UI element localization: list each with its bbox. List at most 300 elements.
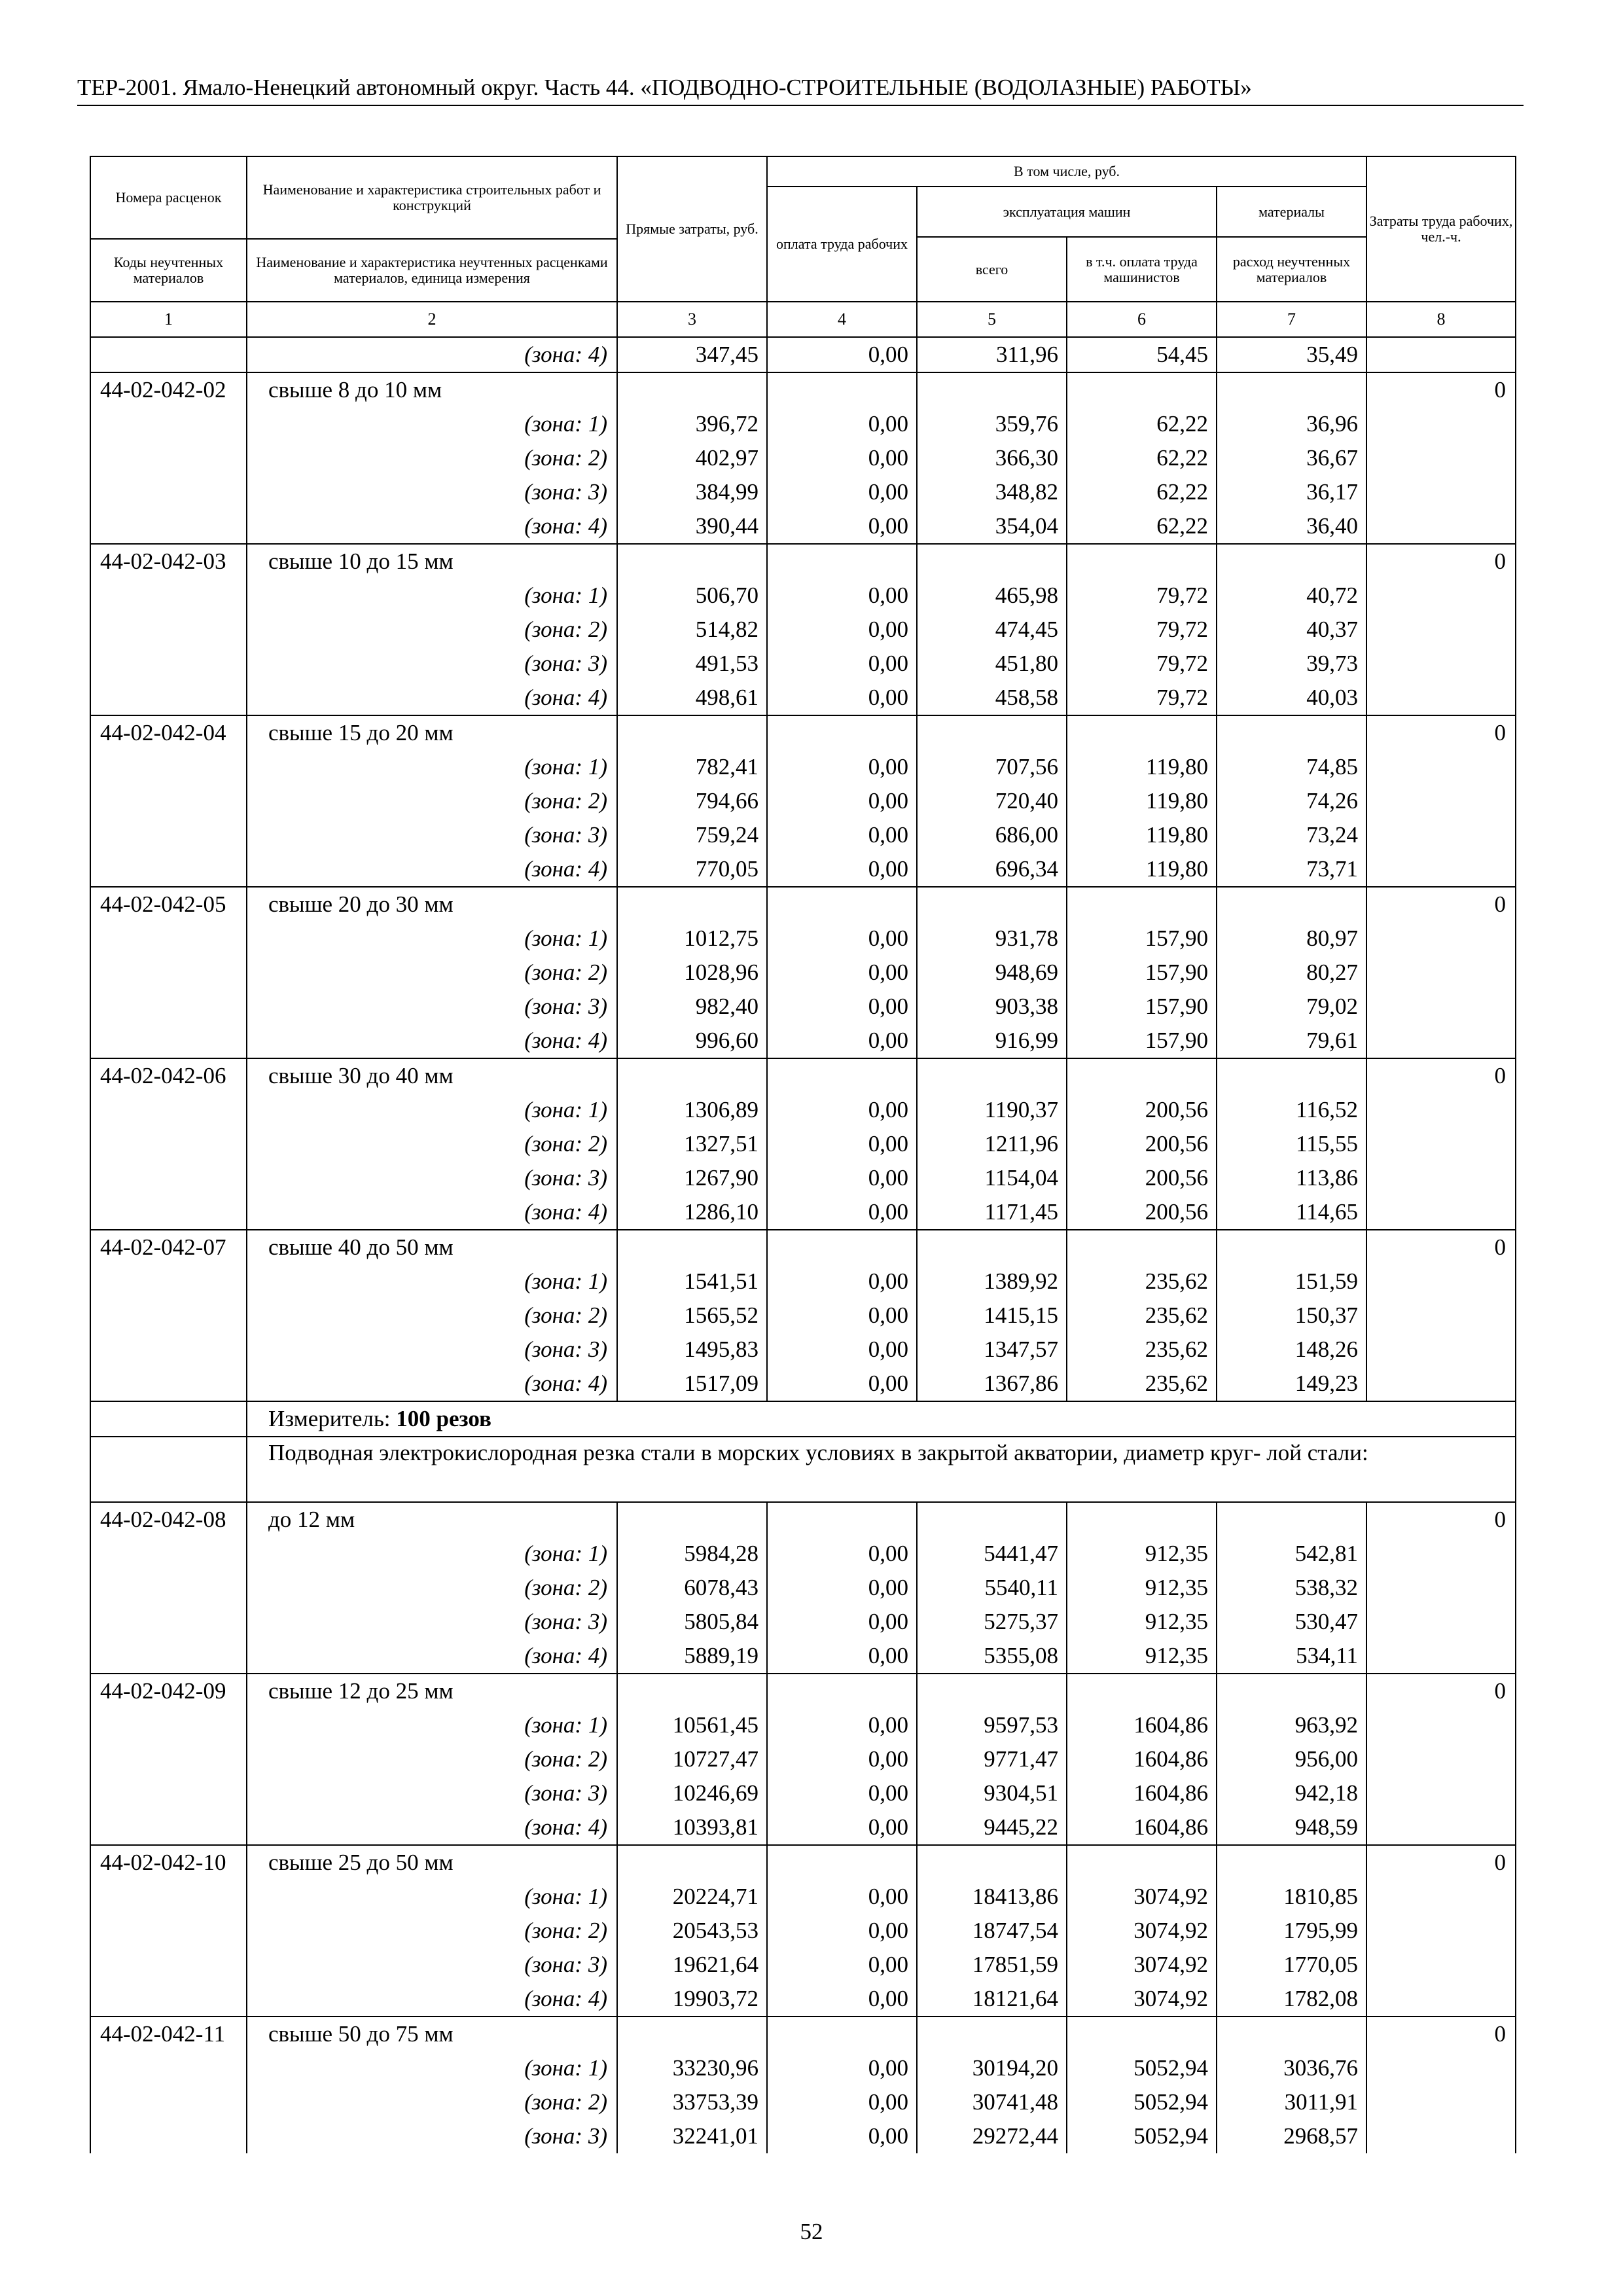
machine-total: 9597,53 — [917, 1708, 1067, 1742]
empty-cell — [1366, 1333, 1516, 1367]
direct-cost: 1495,83 — [617, 1333, 767, 1367]
empty-cell — [1366, 1982, 1516, 2017]
work-name: свыше 30 до 40 мм — [247, 1058, 617, 1093]
worker-wages: 0,00 — [767, 681, 917, 715]
zone-row — [90, 1161, 1516, 1195]
measure-unit — [247, 1401, 1516, 1437]
empty-cell — [1366, 1571, 1516, 1605]
rate-code: 44-02-042-08 — [90, 1502, 247, 1537]
direct-cost: 402,97 — [617, 441, 767, 475]
materials: 115,55 — [1217, 1127, 1366, 1161]
labor-cost: 0 — [1366, 544, 1516, 579]
empty-cell — [1366, 1605, 1516, 1639]
materials: 1795,99 — [1217, 1914, 1366, 1948]
materials: 3036,76 — [1217, 2051, 1366, 2085]
rate-code: 44-02-042-05 — [90, 887, 247, 922]
empty-cell — [1366, 613, 1516, 647]
zone-label: (зона: 4) — [247, 1367, 617, 1401]
zone-label: (зона: 1) — [247, 1708, 617, 1742]
machinist-wages: 62,22 — [1067, 475, 1217, 509]
empty-cell — [917, 372, 1067, 407]
machine-total: 359,76 — [917, 407, 1067, 441]
machinist-wages: 119,80 — [1067, 818, 1217, 852]
materials: 1770,05 — [1217, 1948, 1366, 1982]
empty-cell — [917, 887, 1067, 922]
empty-cell — [1366, 441, 1516, 475]
worker-wages: 0,00 — [767, 1161, 917, 1195]
rate-code: 44-02-042-07 — [90, 1230, 247, 1265]
direct-cost: 19621,64 — [617, 1948, 767, 1982]
empty-cell — [617, 1502, 767, 1537]
empty-cell — [617, 1845, 767, 1880]
worker-wages: 0,00 — [767, 784, 917, 818]
materials: 74,26 — [1217, 784, 1366, 818]
worker-wages: 0,00 — [767, 1571, 917, 1605]
direct-cost: 996,60 — [617, 1024, 767, 1058]
empty-cell — [90, 1537, 247, 1571]
work-name: свыше 10 до 15 мм — [247, 544, 617, 579]
empty-cell — [1217, 544, 1366, 579]
empty-cell — [917, 1058, 1067, 1093]
machinist-wages: 119,80 — [1067, 852, 1217, 887]
zone-label: (зона: 1) — [247, 2051, 617, 2085]
machine-total: 30194,20 — [917, 2051, 1067, 2085]
machinist-wages: 912,35 — [1067, 1571, 1217, 1605]
empty-cell — [1366, 1537, 1516, 1571]
worker-wages: 0,00 — [767, 1605, 917, 1639]
worker-wages: 0,00 — [767, 1127, 917, 1161]
rate-item-row — [90, 887, 1516, 922]
zone-label: (зона: 1) — [247, 407, 617, 441]
machine-total: 474,45 — [917, 613, 1067, 647]
header-col5: всего — [917, 237, 1067, 302]
header-number: 5 — [917, 302, 1067, 337]
empty-cell — [1366, 1093, 1516, 1127]
machinist-wages: 912,35 — [1067, 1605, 1217, 1639]
zone-label: (зона: 2) — [247, 2085, 617, 2119]
worker-wages: 0,00 — [767, 1299, 917, 1333]
empty-cell — [1366, 1914, 1516, 1948]
direct-cost: 1028,96 — [617, 956, 767, 990]
machinist-wages: 235,62 — [1067, 1367, 1217, 1401]
empty-cell — [1366, 647, 1516, 681]
direct-cost: 10561,45 — [617, 1708, 767, 1742]
work-name: свыше 50 до 75 мм — [247, 2017, 617, 2051]
direct-cost: 982,40 — [617, 990, 767, 1024]
rate-code: 44-02-042-06 — [90, 1058, 247, 1093]
direct-cost: 1541,51 — [617, 1265, 767, 1299]
machinist-wages: 157,90 — [1067, 922, 1217, 956]
materials: 80,27 — [1217, 956, 1366, 990]
empty-cell — [1366, 1024, 1516, 1058]
worker-wages: 0,00 — [767, 509, 917, 544]
empty-cell — [90, 337, 247, 372]
machinist-wages: 3074,92 — [1067, 1914, 1217, 1948]
empty-cell — [90, 1605, 247, 1639]
direct-cost: 1565,52 — [617, 1299, 767, 1333]
zone-row — [90, 1333, 1516, 1367]
zone-row — [90, 1093, 1516, 1127]
empty-cell — [1366, 1880, 1516, 1914]
machine-total: 18747,54 — [917, 1914, 1067, 1948]
empty-cell — [90, 818, 247, 852]
machine-total: 5355,08 — [917, 1639, 1067, 1674]
zone-label: (зона: 4) — [247, 1024, 617, 1058]
direct-cost: 19903,72 — [617, 1982, 767, 2017]
machine-total: 931,78 — [917, 922, 1067, 956]
empty-cell — [90, 784, 247, 818]
empty-cell — [90, 1299, 247, 1333]
worker-wages: 0,00 — [767, 407, 917, 441]
machine-total: 17851,59 — [917, 1948, 1067, 1982]
materials: 73,71 — [1217, 852, 1366, 887]
zone-label: (зона: 1) — [247, 922, 617, 956]
labor-cost: 0 — [1366, 372, 1516, 407]
worker-wages: 0,00 — [767, 1982, 917, 2017]
labor-cost: 0 — [1366, 1502, 1516, 1537]
zone-row — [90, 1948, 1516, 1982]
machinist-wages: 1604,86 — [1067, 1810, 1217, 1845]
machine-total: 720,40 — [917, 784, 1067, 818]
zone-row — [90, 1742, 1516, 1776]
materials: 74,85 — [1217, 750, 1366, 784]
materials: 36,67 — [1217, 441, 1366, 475]
zone-row — [90, 1982, 1516, 2017]
zone-label: (зона: 3) — [247, 1161, 617, 1195]
header-group: В том числе, руб. — [767, 156, 1366, 187]
materials: 948,59 — [1217, 1810, 1366, 1845]
rate-item-row — [90, 2017, 1516, 2051]
header-col8: Затраты труда рабочих, чел.-ч. — [1366, 156, 1516, 302]
empty-cell — [1067, 715, 1217, 750]
zone-row — [90, 441, 1516, 475]
empty-cell — [617, 1230, 767, 1265]
zone-label: (зона: 4) — [247, 852, 617, 887]
materials: 35,49 — [1217, 337, 1366, 372]
rate-item-row — [90, 1230, 1516, 1265]
machinist-wages: 54,45 — [1067, 337, 1217, 372]
empty-cell — [1067, 544, 1217, 579]
machine-total: 1347,57 — [917, 1333, 1067, 1367]
worker-wages: 0,00 — [767, 1265, 917, 1299]
empty-cell — [1366, 1265, 1516, 1299]
zone-row — [90, 2085, 1516, 2119]
machine-total: 465,98 — [917, 579, 1067, 613]
direct-cost: 384,99 — [617, 475, 767, 509]
direct-cost: 491,53 — [617, 647, 767, 681]
empty-cell — [1366, 1948, 1516, 1982]
empty-cell — [1217, 372, 1366, 407]
materials: 40,03 — [1217, 681, 1366, 715]
empty-cell — [90, 613, 247, 647]
worker-wages: 0,00 — [767, 613, 917, 647]
zone-row — [90, 1024, 1516, 1058]
machine-total: 5540,11 — [917, 1571, 1067, 1605]
direct-cost: 5889,19 — [617, 1639, 767, 1674]
materials: 1782,08 — [1217, 1982, 1366, 2017]
worker-wages: 0,00 — [767, 337, 917, 372]
materials: 79,61 — [1217, 1024, 1366, 1058]
machine-total: 1171,45 — [917, 1195, 1067, 1230]
empty-cell — [1217, 1230, 1366, 1265]
header-col1-bottom: Коды неучтенных материалов — [90, 239, 247, 302]
rate-item-row — [90, 1502, 1516, 1537]
empty-cell — [617, 887, 767, 922]
direct-cost: 390,44 — [617, 509, 767, 544]
worker-wages: 0,00 — [767, 1024, 917, 1058]
empty-cell — [617, 2017, 767, 2051]
zone-row — [90, 922, 1516, 956]
direct-cost: 1306,89 — [617, 1093, 767, 1127]
worker-wages: 0,00 — [767, 2051, 917, 2085]
machine-total: 903,38 — [917, 990, 1067, 1024]
empty-cell — [90, 956, 247, 990]
materials: 116,52 — [1217, 1093, 1366, 1127]
empty-cell — [90, 1333, 247, 1367]
rate-item-row — [90, 372, 1516, 407]
zone-label: (зона: 3) — [247, 990, 617, 1024]
machinist-wages: 5052,94 — [1067, 2119, 1217, 2153]
table-header — [90, 156, 1516, 337]
empty-cell — [767, 1058, 917, 1093]
worker-wages: 0,00 — [767, 1708, 917, 1742]
machine-total: 9445,22 — [917, 1810, 1067, 1845]
empty-cell — [90, 579, 247, 613]
empty-cell — [917, 2017, 1067, 2051]
header-col1-top: Номера расценок — [90, 156, 247, 239]
direct-cost: 1517,09 — [617, 1367, 767, 1401]
machine-total: 5275,37 — [917, 1605, 1067, 1639]
zone-label: (зона: 3) — [247, 2119, 617, 2153]
empty-cell — [1366, 2119, 1516, 2153]
machinist-wages: 200,56 — [1067, 1161, 1217, 1195]
materials: 40,72 — [1217, 579, 1366, 613]
empty-cell — [90, 1982, 247, 2017]
empty-cell — [1366, 1299, 1516, 1333]
materials: 36,96 — [1217, 407, 1366, 441]
zone-row — [90, 1776, 1516, 1810]
materials: 151,59 — [1217, 1265, 1366, 1299]
zone-row — [90, 1880, 1516, 1914]
header-col4: оплата труда рабочих — [767, 187, 917, 302]
zone-row — [90, 579, 1516, 613]
header-materials: материалы — [1217, 187, 1366, 237]
worker-wages: 0,00 — [767, 1537, 917, 1571]
materials: 113,86 — [1217, 1161, 1366, 1195]
materials: 956,00 — [1217, 1742, 1366, 1776]
zone-row — [90, 750, 1516, 784]
machinist-wages: 157,90 — [1067, 1024, 1217, 1058]
machine-total: 366,30 — [917, 441, 1067, 475]
empty-cell — [90, 750, 247, 784]
direct-cost: 20543,53 — [617, 1914, 767, 1948]
materials: 36,40 — [1217, 509, 1366, 544]
empty-cell — [1217, 715, 1366, 750]
empty-cell — [90, 475, 247, 509]
zone-row — [90, 681, 1516, 715]
materials: 114,65 — [1217, 1195, 1366, 1230]
direct-cost: 1286,10 — [617, 1195, 767, 1230]
materials: 79,02 — [1217, 990, 1366, 1024]
empty-cell — [90, 922, 247, 956]
empty-cell — [1366, 1776, 1516, 1810]
materials: 3011,91 — [1217, 2085, 1366, 2119]
zone-label: (зона: 3) — [247, 1776, 617, 1810]
machinist-wages: 235,62 — [1067, 1333, 1217, 1367]
empty-cell — [1366, 1367, 1516, 1401]
direct-cost: 5805,84 — [617, 1605, 767, 1639]
machine-total: 451,80 — [917, 647, 1067, 681]
header-rule — [77, 105, 1524, 106]
empty-cell — [1366, 1161, 1516, 1195]
empty-cell — [1366, 509, 1516, 544]
zone-label: (зона: 2) — [247, 784, 617, 818]
empty-cell — [1366, 956, 1516, 990]
direct-cost: 1327,51 — [617, 1127, 767, 1161]
zone-row — [90, 337, 1516, 372]
zone-label: (зона: 4) — [247, 681, 617, 715]
direct-cost: 1012,75 — [617, 922, 767, 956]
empty-cell — [90, 1742, 247, 1776]
machinist-wages: 200,56 — [1067, 1127, 1217, 1161]
header-col3: Прямые затраты, руб. — [617, 156, 767, 302]
machine-total: 5441,47 — [917, 1537, 1067, 1571]
zone-row — [90, 1605, 1516, 1639]
work-name: свыше 8 до 10 мм — [247, 372, 617, 407]
materials: 1810,85 — [1217, 1880, 1366, 1914]
worker-wages: 0,00 — [767, 1776, 917, 1810]
zone-row — [90, 1127, 1516, 1161]
empty-cell — [90, 1639, 247, 1674]
empty-cell — [617, 715, 767, 750]
machine-total: 1211,96 — [917, 1127, 1067, 1161]
zone-row — [90, 956, 1516, 990]
materials: 39,73 — [1217, 647, 1366, 681]
empty-cell — [90, 1161, 247, 1195]
empty-cell — [1366, 1708, 1516, 1742]
header-machines: эксплуатация машин — [917, 187, 1217, 237]
materials: 80,97 — [1217, 922, 1366, 956]
worker-wages: 0,00 — [767, 750, 917, 784]
zone-label: (зона: 4) — [247, 509, 617, 544]
direct-cost: 396,72 — [617, 407, 767, 441]
zone-label: (зона: 4) — [247, 1982, 617, 2017]
labor-cost: 0 — [1366, 2017, 1516, 2051]
worker-wages: 0,00 — [767, 1367, 917, 1401]
machinist-wages: 5052,94 — [1067, 2085, 1217, 2119]
labor-cost: 0 — [1366, 1230, 1516, 1265]
zone-label: (зона: 1) — [247, 1537, 617, 1571]
empty-cell — [90, 852, 247, 887]
empty-cell — [90, 681, 247, 715]
empty-cell — [767, 887, 917, 922]
empty-cell — [90, 2119, 247, 2153]
machinist-wages: 912,35 — [1067, 1537, 1217, 1571]
machinist-wages: 235,62 — [1067, 1299, 1217, 1333]
zone-label: (зона: 3) — [247, 1948, 617, 1982]
page-number: 52 — [800, 2219, 823, 2244]
empty-cell — [90, 1880, 247, 1914]
zone-label: (зона: 1) — [247, 1093, 617, 1127]
rate-code: 44-02-042-04 — [90, 715, 247, 750]
machinist-wages: 3074,92 — [1067, 1880, 1217, 1914]
zone-label: (зона: 4) — [247, 1195, 617, 1230]
machine-total: 348,82 — [917, 475, 1067, 509]
empty-cell — [1366, 1742, 1516, 1776]
page-header: ТЕР-2001. Ямало-Ненецкий автономный округ. Часть 44. «ПОДВОДНО-СТРОИТЕЛЬНЫЕ (ВОДОЛАЗНЫЕ) РАБОТЫ» — [77, 75, 1252, 100]
rate-item-row — [90, 544, 1516, 579]
measure-value: 100 резов — [396, 1406, 491, 1431]
machine-total: 9771,47 — [917, 1742, 1067, 1776]
empty-cell — [617, 1674, 767, 1708]
machinist-wages: 119,80 — [1067, 784, 1217, 818]
machine-total: 948,69 — [917, 956, 1067, 990]
direct-cost: 33230,96 — [617, 2051, 767, 2085]
machinist-wages: 1604,86 — [1067, 1776, 1217, 1810]
rate-item-row — [90, 1058, 1516, 1093]
worker-wages: 0,00 — [767, 922, 917, 956]
empty-cell — [90, 407, 247, 441]
materials: 40,37 — [1217, 613, 1366, 647]
zone-label: (зона: 3) — [247, 818, 617, 852]
empty-cell — [1366, 681, 1516, 715]
rate-code: 44-02-042-09 — [90, 1674, 247, 1708]
section-description: Подводная электрокислородная резка стали в морских условиях в закрытой акватории, диаметр круг- лой стали: — [247, 1437, 1516, 1502]
rate-code: 44-02-042-11 — [90, 2017, 247, 2051]
empty-cell — [1366, 784, 1516, 818]
zone-row — [90, 1810, 1516, 1845]
worker-wages: 0,00 — [767, 1742, 917, 1776]
measure-row — [90, 1401, 1516, 1437]
empty-cell — [1217, 1502, 1366, 1537]
materials: 542,81 — [1217, 1537, 1366, 1571]
worker-wages: 0,00 — [767, 2119, 917, 2153]
machine-total: 1415,15 — [917, 1299, 1067, 1333]
machine-total: 686,00 — [917, 818, 1067, 852]
machinist-wages: 1604,86 — [1067, 1708, 1217, 1742]
machine-total: 9304,51 — [917, 1776, 1067, 1810]
worker-wages: 0,00 — [767, 579, 917, 613]
empty-cell — [90, 2085, 247, 2119]
rates-table — [90, 156, 1516, 2153]
empty-cell — [1067, 2017, 1217, 2051]
empty-cell — [617, 1058, 767, 1093]
work-name: свыше 40 до 50 мм — [247, 1230, 617, 1265]
empty-cell — [1366, 852, 1516, 887]
zone-label: (зона: 4) — [247, 1639, 617, 1674]
header-col2-bottom: Наименование и характеристика неучтенных расценками материалов, единица измерения — [247, 239, 617, 302]
materials: 36,17 — [1217, 475, 1366, 509]
worker-wages: 0,00 — [767, 2085, 917, 2119]
zone-label: (зона: 4) — [247, 337, 617, 372]
materials: 148,26 — [1217, 1333, 1366, 1367]
worker-wages: 0,00 — [767, 956, 917, 990]
materials: 963,92 — [1217, 1708, 1366, 1742]
zone-row — [90, 1265, 1516, 1299]
direct-cost: 1267,90 — [617, 1161, 767, 1195]
machine-total: 1190,37 — [917, 1093, 1067, 1127]
empty-cell — [1366, 1810, 1516, 1845]
direct-cost: 20224,71 — [617, 1880, 767, 1914]
machinist-wages: 62,22 — [1067, 407, 1217, 441]
labor-cost: 0 — [1366, 1674, 1516, 1708]
machine-total: 30741,48 — [917, 2085, 1067, 2119]
empty-cell — [1366, 750, 1516, 784]
empty-cell — [1366, 475, 1516, 509]
empty-cell — [767, 1502, 917, 1537]
empty-cell — [90, 1127, 247, 1161]
direct-cost: 506,70 — [617, 579, 767, 613]
